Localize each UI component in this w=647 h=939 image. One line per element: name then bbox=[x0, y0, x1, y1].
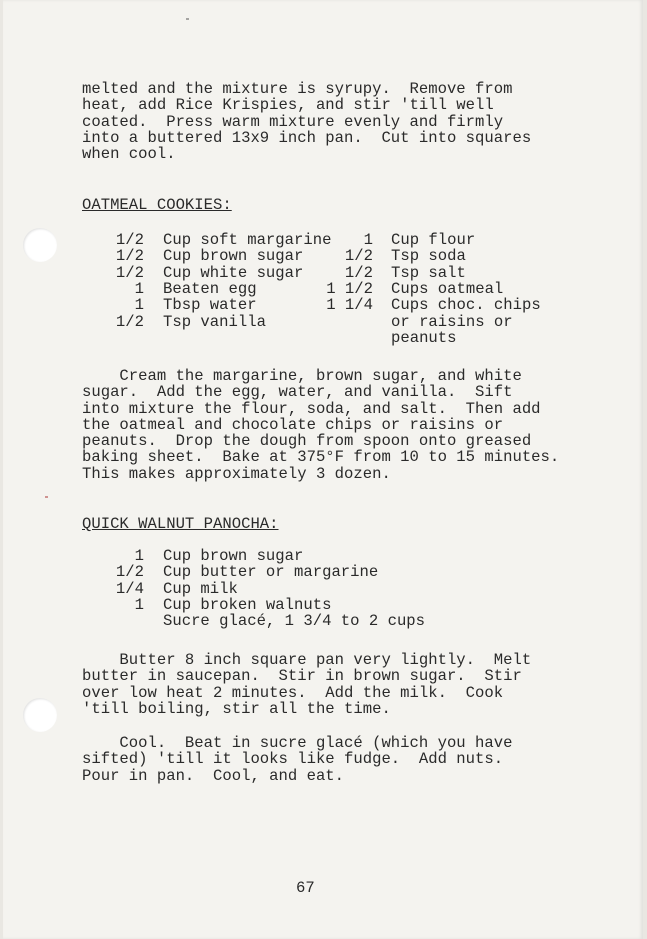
ingredient-qty: 1 bbox=[363, 231, 373, 249]
ingredient-item: Cups choc. chips bbox=[391, 296, 541, 315]
ingredient-item: Tsp soda bbox=[391, 247, 466, 266]
ingredient-item: Tsp vanilla bbox=[163, 312, 266, 331]
ingredient-qty: 1/2 bbox=[115, 247, 144, 266]
intro-paragraph bbox=[82, 81, 531, 162]
ingredient-qty: 1 1/4 bbox=[326, 296, 373, 315]
ingredient-item: Cup milk bbox=[163, 579, 238, 598]
panocha-directions-1 bbox=[82, 652, 531, 717]
ingredient-qty: 1 bbox=[134, 296, 144, 315]
direction-line: Cream the margarine, brown sugar, and white bbox=[82, 367, 522, 385]
ingredient-item: Sucre glacé, 1 3/4 to 2 cups bbox=[163, 612, 426, 631]
binder-hole-top bbox=[23, 228, 57, 262]
direction-line: sifted) 'till it looks like fudge. Add nuts. bbox=[82, 750, 504, 769]
ingredient-item: Cups oatmeal bbox=[391, 279, 504, 298]
ingredient-qty: 1 bbox=[134, 595, 144, 614]
direction-line: Cool. Beat in sucre glacé (which you have bbox=[82, 734, 513, 752]
recipe-page bbox=[3, 0, 643, 939]
paper-speck bbox=[186, 18, 189, 20]
panocha-heading: QUICK WALNUT PANOCHA: bbox=[82, 515, 279, 533]
ingredient-item: Cup brown sugar bbox=[163, 247, 304, 266]
direction-line: Butter 8 inch square pan very lightly. Melt bbox=[82, 651, 532, 669]
ingredient-qty: 1/2 bbox=[115, 231, 144, 249]
direction-line: into mixture the flour, soda, and salt. Then add bbox=[82, 399, 541, 418]
ingredient-qty: 1 bbox=[134, 279, 144, 298]
intro-line: melted and the mixture is syrupy. Remove from bbox=[82, 80, 513, 98]
binder-hole-bottom bbox=[23, 698, 57, 732]
ingredient-item: Tsp salt bbox=[391, 263, 466, 282]
ingredient-qty: 1/2 bbox=[344, 247, 373, 266]
ingredient-item: Cup white sugar bbox=[163, 263, 304, 282]
page-number: 67 bbox=[296, 879, 315, 897]
panocha-directions-2 bbox=[82, 735, 512, 784]
oatmeal-directions bbox=[82, 368, 559, 482]
ingredient-qty: 1 1/2 bbox=[326, 279, 373, 298]
ingredient-item: Beaten egg bbox=[163, 279, 257, 298]
intro-line: into a buttered 13x9 inch pan. Cut into squares bbox=[82, 128, 532, 147]
direction-line: Pour in pan. Cool, and eat. bbox=[82, 766, 345, 785]
direction-line: over low heat 2 minutes. Add the milk. Cook bbox=[82, 683, 504, 702]
ingredient-qty: 1/2 bbox=[115, 312, 144, 331]
ingredient-item: Cup broken walnuts bbox=[163, 595, 332, 614]
ingredient-item: Cup brown sugar bbox=[163, 547, 304, 565]
paper-speck bbox=[45, 496, 48, 498]
ingredient-qty: 1/2 bbox=[115, 263, 144, 282]
direction-line: 'till boiling, stir all the time. bbox=[82, 699, 391, 718]
oatmeal-heading: OATMEAL COOKIES: bbox=[82, 196, 232, 214]
direction-line: baking sheet. Bake at 375°F from 10 to 15 minutes. bbox=[82, 448, 560, 467]
intro-line: heat, add Rice Krispies, and stir 'till well bbox=[82, 96, 494, 115]
ingredient-item: Cup soft margarine bbox=[163, 231, 332, 249]
ingredient-item: Cup flour bbox=[391, 231, 476, 249]
direction-line: butter in saucepan. Stir in brown sugar. Stir bbox=[82, 667, 522, 686]
ingredient-item: Cup butter or margarine bbox=[163, 563, 379, 582]
ingredient-item: Tbsp water bbox=[163, 296, 257, 315]
intro-line: when cool. bbox=[82, 145, 176, 164]
direction-line: peanuts. Drop the dough from spoon onto greased bbox=[82, 432, 532, 451]
ingredient-item: or raisins or bbox=[391, 312, 513, 331]
direction-line: This makes approximately 3 dozen. bbox=[82, 464, 391, 483]
ingredient-item: peanuts bbox=[391, 328, 457, 347]
ingredient-qty: 1/4 bbox=[115, 579, 144, 598]
ingredient-qty: 1/2 bbox=[344, 263, 373, 282]
direction-line: the oatmeal and chocolate chips or raisins or bbox=[82, 415, 504, 434]
ingredient-qty: 1 bbox=[134, 547, 144, 565]
ingredient-qty: 1/2 bbox=[115, 563, 144, 582]
intro-line: coated. Press warm mixture evenly and firmly bbox=[82, 112, 504, 131]
direction-line: sugar. Add the egg, water, and vanilla. Sift bbox=[82, 383, 513, 402]
